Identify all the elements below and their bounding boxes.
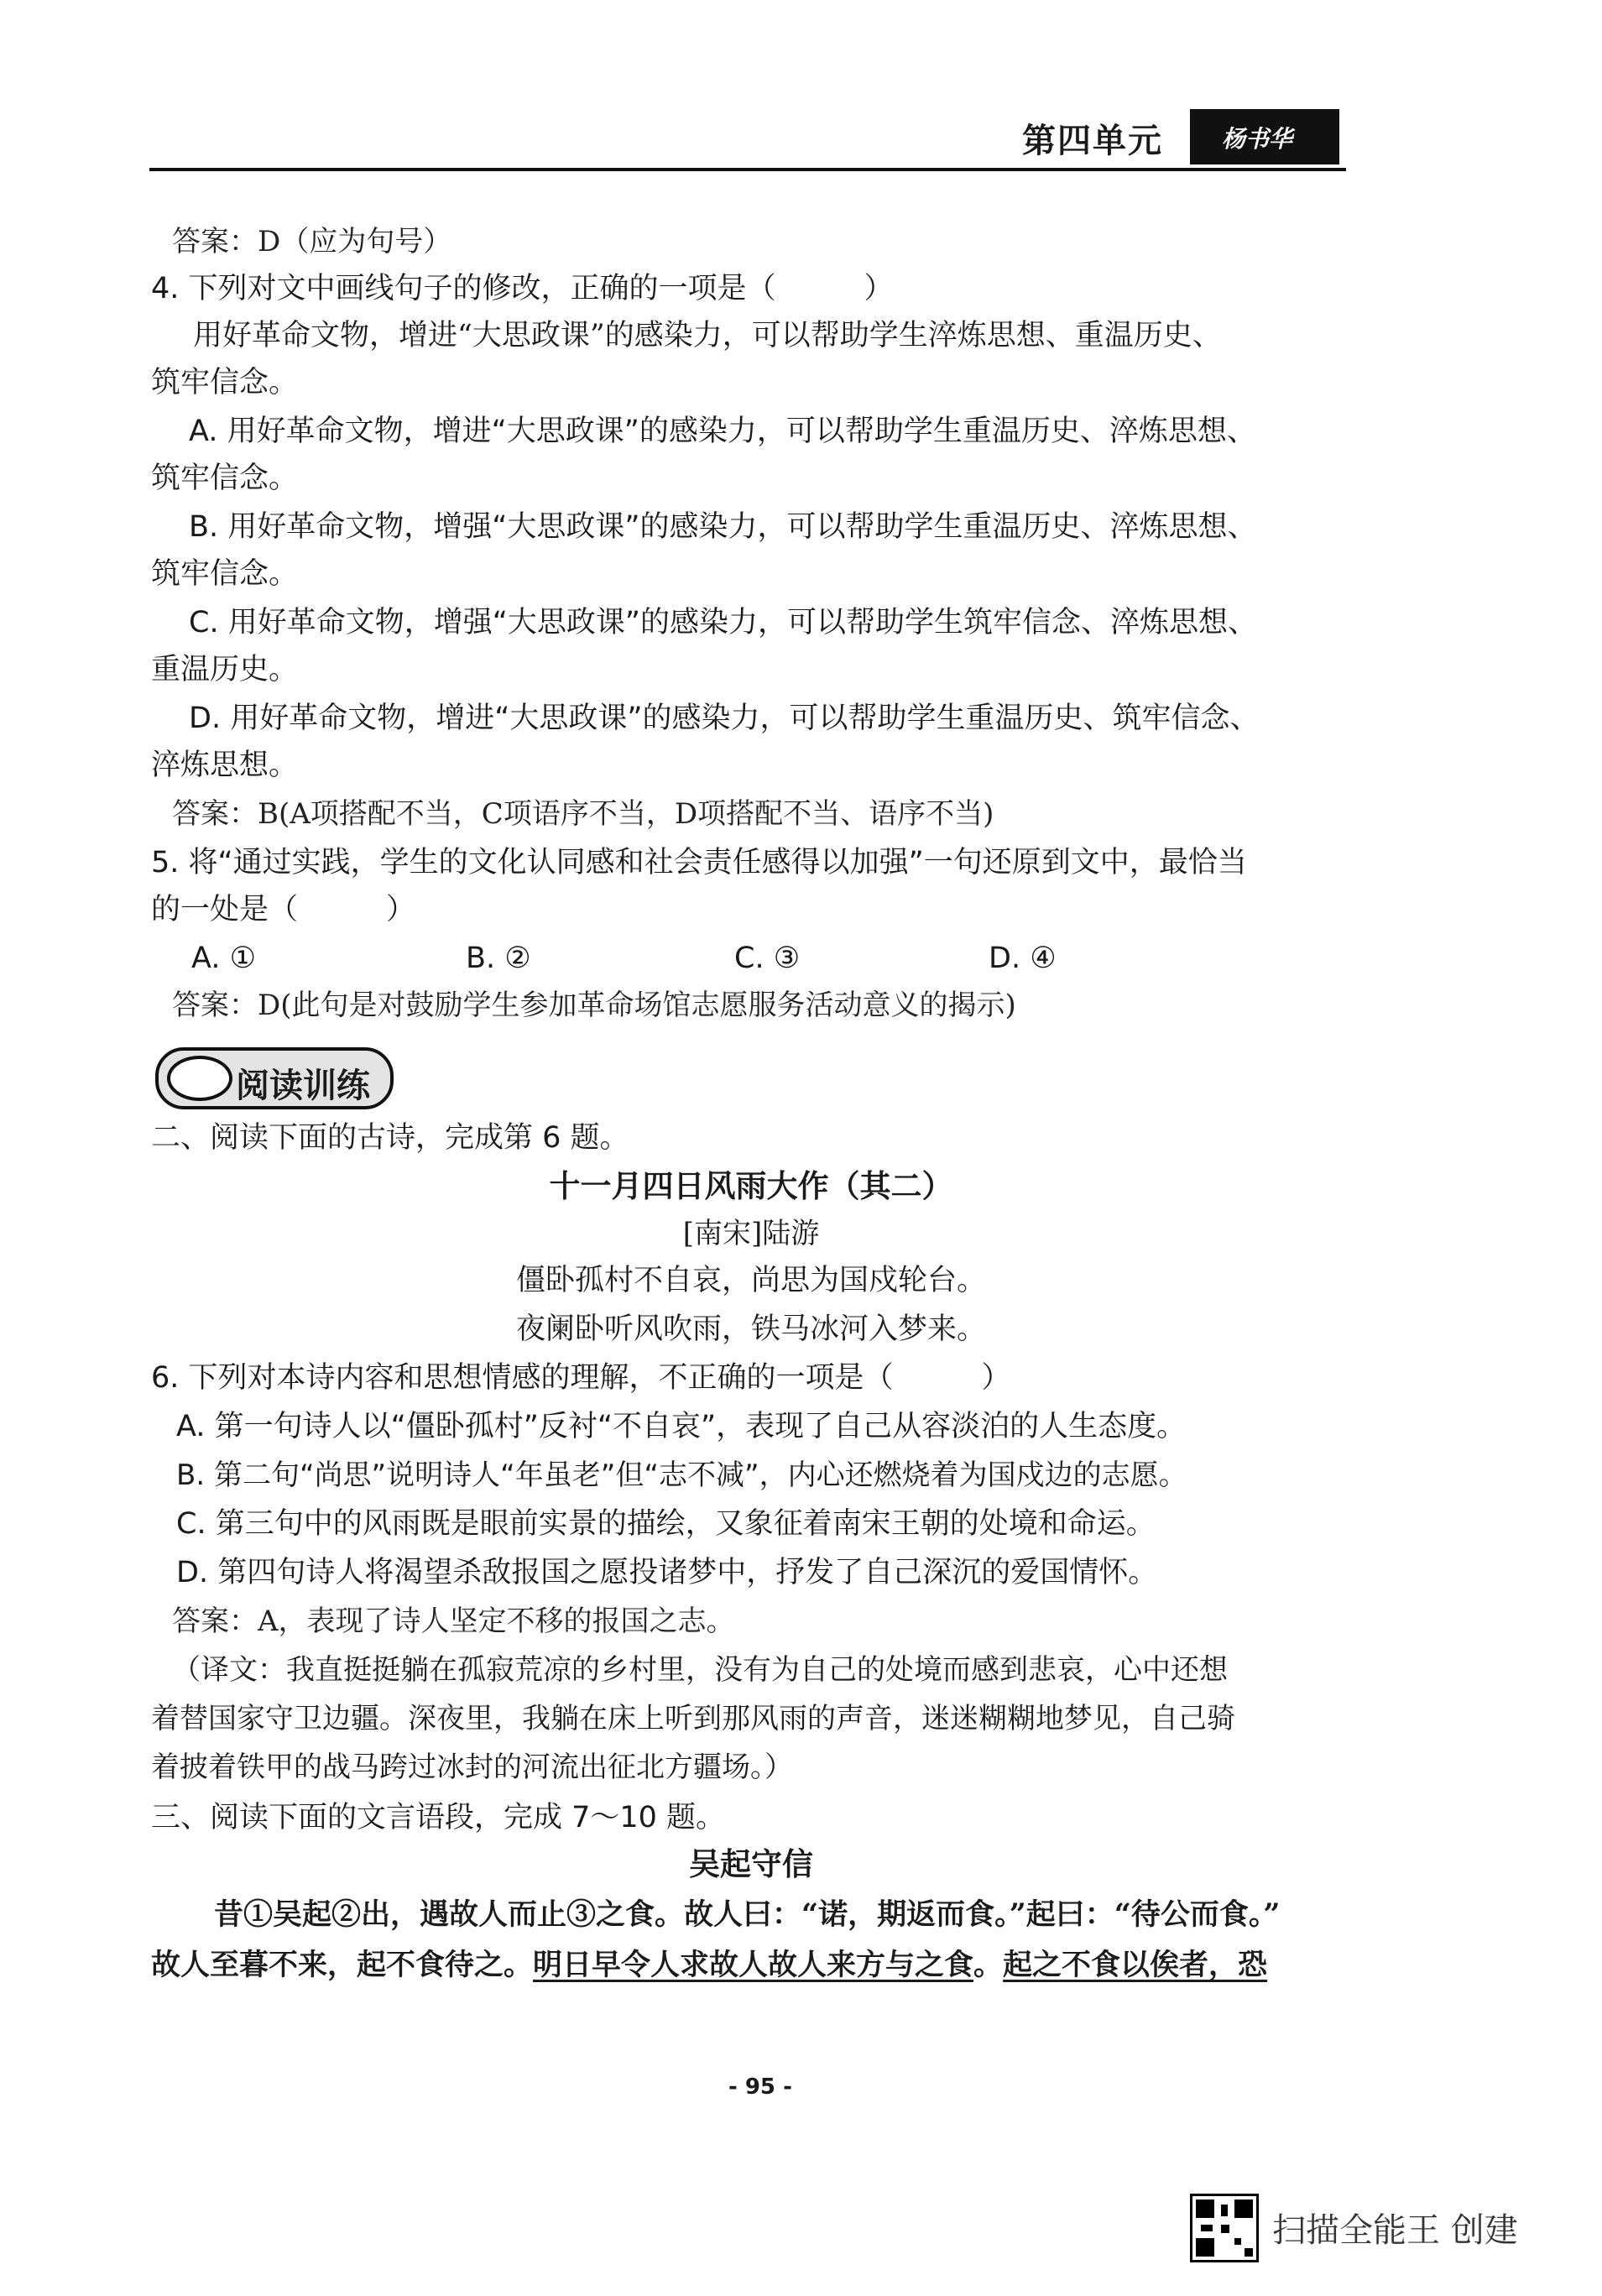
q4-option-b: B. 用好革命文物，增强“大思政课”的感染力，可以帮助学生重温历史、淬炼思想、	[189, 510, 1257, 544]
q4-option-a-cont: 筑牢信念。	[151, 462, 299, 495]
q4-option-c: C. 用好革命文物，增强“大思政课”的感染力，可以帮助学生筑牢信念、淬炼思想、	[189, 606, 1257, 639]
q4-option-c-cont: 重温历史。	[151, 653, 299, 686]
q4-answer: 答案：B(A项搭配不当，C项语序不当，D项搭配不当、语序不当)	[172, 797, 994, 831]
question-4: 4. 下列对文中画线句子的修改，正确的一项是（ ）	[151, 272, 894, 305]
question-5: 5. 将“通过实践，学生的文化认同感和社会责任感得以加强”一句还原到文中，最恰当	[151, 846, 1247, 879]
q4-option-d: D. 用好革命文物，增进“大思政课”的感染力，可以帮助学生重温历史、筑牢信念、	[189, 702, 1260, 735]
q3-answer: 答案：D（应为句号）	[172, 225, 452, 258]
poem-verse-1: 僵卧孤村不自哀，尚思为国戍轮台。	[515, 1264, 986, 1297]
section3-instruction: 三、阅读下面的文言语段，完成 7～10 题。	[151, 1801, 726, 1834]
q5-option-a: A. ①	[191, 942, 256, 975]
q4-underlined-sentence: 用好革命文物，增进“大思政课”的感染力，可以帮助学生淬炼思想、重温历史、	[193, 319, 1222, 352]
q6-option-d: D. 第四句诗人将渴望杀敌报国之愿投诸梦中，抒发了自己深沉的爱国情怀。	[176, 1556, 1158, 1589]
publisher-logo	[1190, 109, 1339, 164]
poem-title: 十一月四日风雨大作（其二）	[549, 1168, 953, 1204]
page-number: - 95 -	[728, 2074, 792, 2100]
question-5-cont: 的一处是（ ）	[151, 893, 416, 926]
passage-title: 吴起守信	[689, 1846, 813, 1882]
q4-option-a: A. 用好革命文物，增进“大思政课”的感染力，可以帮助学生重温历史、淬炼思想、	[189, 415, 1256, 448]
q5-option-b: B. ②	[466, 942, 531, 975]
passage-line-1: 昔①吴起②出，遇故人而止③之食。故人曰：“诺，期返而食。”起曰：“待公而食。”	[214, 1897, 1281, 1932]
translation-line-3: 着披着铁甲的战马跨过冰封的河流出征北方疆场。）	[151, 1751, 793, 1784]
q4-underlined-sentence-cont: 筑牢信念。	[151, 366, 299, 399]
header-rule	[149, 168, 1346, 171]
poem-verse-2: 夜阑卧听风吹雨，铁马冰河入梦来。	[515, 1312, 986, 1346]
q6-option-a: A. 第一句诗人以“僵卧孤村”反衬“不自哀”，表现了自己从容淡泊的人生态度。	[176, 1410, 1187, 1443]
q4-option-d-cont: 淬炼思想。	[151, 749, 299, 782]
translation-line-2: 着替国家守卫边疆。深夜里，我躺在床上听到那风雨的声音，迷迷糊糊地梦见，自己骑	[151, 1702, 1235, 1735]
badge-emblem-icon	[167, 1056, 232, 1101]
poem-author: [南宋]陆游	[682, 1217, 820, 1250]
question-6: 6. 下列对本诗内容和思想情感的理解，不正确的一项是（ ）	[151, 1361, 1011, 1395]
qr-code-icon	[1190, 2194, 1259, 2262]
passage-line-2-c: 。	[973, 1948, 1004, 1982]
q6-answer: 答案：A，表现了诗人坚定不移的报国之志。	[172, 1605, 735, 1638]
q6-option-b: B. 第二句“尚思”说明诗人“年虽老”但“志不减”，内心还燃烧着为国戍边的志愿。	[176, 1458, 1187, 1492]
section2-instruction: 二、阅读下面的古诗，完成第 6 题。	[151, 1121, 629, 1155]
q4-option-b-cont: 筑牢信念。	[151, 557, 299, 591]
publisher-logo-text: 杨书华	[1222, 125, 1293, 153]
passage-underlined-1: 明日早令人求故人故人来方与之食	[533, 1948, 974, 1982]
q5-option-d: D. ④	[989, 942, 1057, 975]
passage-underlined-2: 起之不食以俟者，恐	[1003, 1948, 1268, 1982]
scanner-watermark: 扫描全能王 创建	[1272, 2211, 1518, 2250]
passage-line-2-a: 故人至暮不来，起不食待之。	[151, 1948, 534, 1982]
q5-option-c: C. ③	[734, 942, 801, 975]
translation-line-1: （译文：我直挺挺躺在孤寂荒凉的乡村里，没有为自己的处境而感到悲哀，心中还想	[172, 1653, 1228, 1687]
section-badge	[155, 1047, 394, 1109]
unit-title: 第四单元	[1022, 122, 1163, 160]
q5-answer: 答案：D(此句是对鼓励学生参加革命场馆志愿服务活动意义的揭示)	[172, 989, 1016, 1022]
q6-option-c: C. 第三句中的风雨既是眼前实景的描绘，又象征着南宋王朝的处境和命运。	[176, 1507, 1156, 1541]
passage-line-2	[151, 1947, 1267, 1984]
section-badge-label: 阅读训练	[236, 1067, 370, 1105]
